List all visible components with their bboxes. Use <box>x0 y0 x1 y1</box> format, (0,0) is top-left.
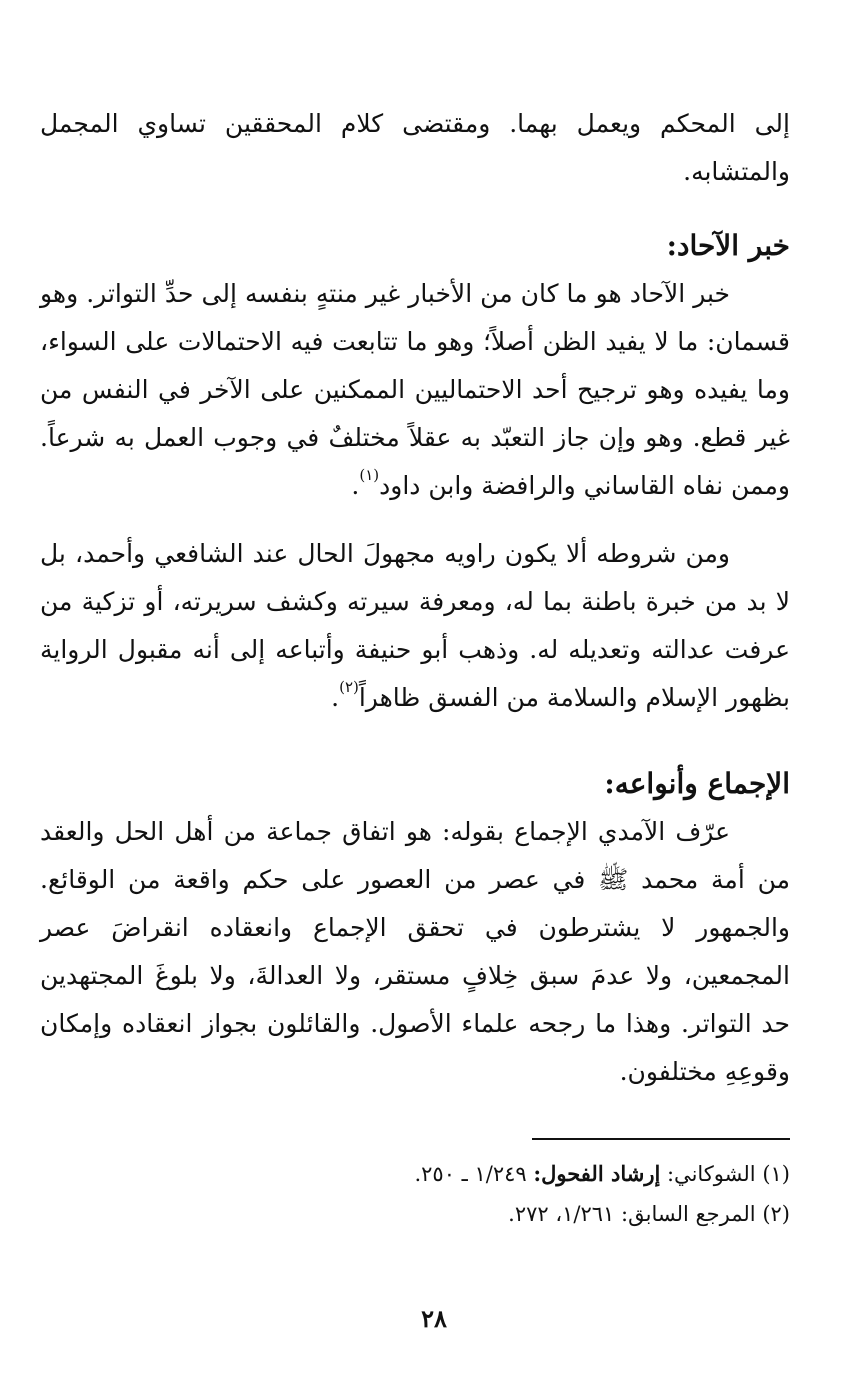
footnote-book-title: إرشاد الفحول: <box>533 1161 661 1186</box>
paragraph-end: . <box>351 471 360 500</box>
page-body <box>40 100 790 1384</box>
heading-khabar-al-ahad: خبر الآحاد: <box>666 229 790 262</box>
footnote-2 <box>40 1194 790 1234</box>
paragraph-end: . <box>331 683 340 712</box>
intro-text: إلى المحكم ويعمل بهما. ومقتضى كلام المحققين تساوي المجمل والمتشابه. <box>40 109 790 186</box>
footnote-1 <box>40 1154 790 1194</box>
intro-paragraph <box>40 100 790 196</box>
footnote-ref-2[interactable]: (٢) <box>339 678 359 696</box>
khabar-al-ahad-paragraph-1 <box>40 270 790 510</box>
footnote-number: (١) <box>762 1162 790 1186</box>
footnote-author: الشوكاني: <box>666 1162 756 1186</box>
al-ijma-paragraph-1 <box>40 808 790 1096</box>
footnote-divider <box>532 1138 790 1140</box>
khabar-al-ahad-paragraph-2 <box>40 530 790 722</box>
footnote-author: المرجع السابق: <box>621 1202 756 1226</box>
paragraph-text: خبر الآحاد هو ما كان من الأخبار غير منتهٍ بنفسه إلى حدِّ التواتر. وهو قسمان: ما لا يفيد الظن أصلاً؛ وهو ما تتابعت فيه الاحتمالات على السواء، وما يفيده وهو ترجيح أحد الاحتماليين الممكنين على الآخر في النفس من غير قطع. وهو وإن جاز التعبّد به عقلاً مختلفٌ في وجوب العمل به شرعاً. وممن نفاه القاساني والرافضة وابن داود <box>40 279 790 500</box>
footnote-reference: ١/٢٤٩ ـ ٢٥٠. <box>414 1162 527 1186</box>
paragraph-text: ومن شروطه ألا يكون راويه مجهولَ الحال عند الشافعي وأحمد، بل لا بد من خبرة باطنة بما له، ومعرفة سيرته وكشف سريرته، أو تزكية من عرفت عدالته وتعديله له. وذهب أبو حنيفة وأتباعه إلى أنه مقبول الرواية بظهور الإسلام والسلامة من الفسق ظاهراً <box>40 539 790 712</box>
heading-al-ijma: الإجماع وأنواعه: <box>604 767 790 800</box>
paragraph-text: عرّف الآمدي الإجماع بقوله: هو اتفاق جماعة من أهل الحل والعقد من أمة محمد ﷺ في عصر من العصور على حكم واقعة من الوقائع. والجمهور لا يشترطون في تحقق الإجماع وانعقاده انقراضَ عصر المجمعين، ولا عدمَ سبق خِلافٍ مستقر، ولا العدالةَ، ولا بلوغَ المجتهدين حد التواتر. وهذا ما رجحه علماء الأصول. والقائلون بجواز انعقاده وإمكان وقوعِهِ مختلفون. <box>40 817 790 1086</box>
footnote-ref-1[interactable]: (١) <box>359 466 380 484</box>
footnotes <box>40 1140 790 1234</box>
footnote-reference: ١/٢٦١، ٢٧٢. <box>508 1202 615 1226</box>
page-number: ٢٨ <box>421 1304 447 1333</box>
footnote-number: (٢) <box>762 1202 790 1226</box>
